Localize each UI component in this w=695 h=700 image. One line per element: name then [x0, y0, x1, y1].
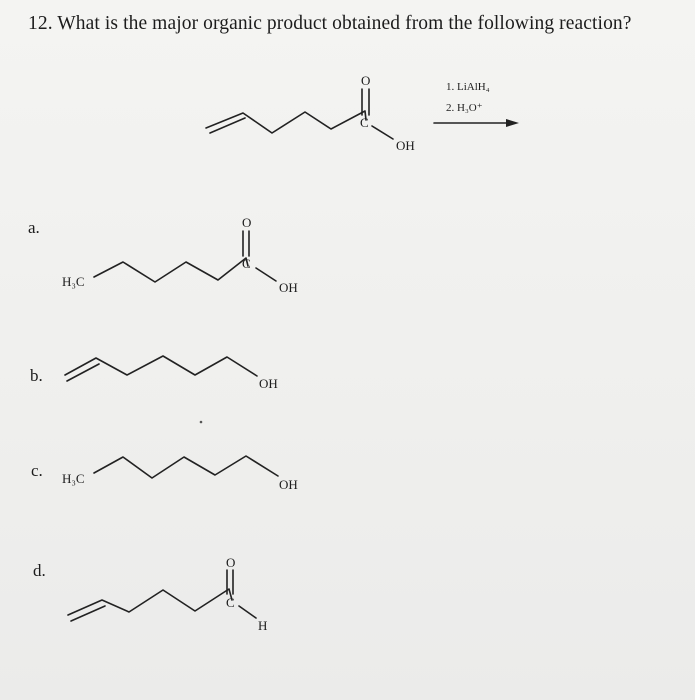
option-b-double-bond	[67, 364, 99, 381]
option-c-chain	[94, 456, 278, 478]
arrow-head-icon	[506, 119, 519, 127]
option-a-carbonyl-o: O	[242, 215, 252, 230]
reactant-oh: OH	[396, 138, 415, 153]
reactant-carbon: C	[360, 115, 369, 130]
option-c-methyl: H₃C	[62, 471, 85, 486]
reagent-step-1: 1. LiAlH₄	[446, 81, 490, 93]
option-b-oh: OH	[259, 376, 278, 391]
option-c-oh: OH	[279, 477, 298, 492]
option-a-oh: OH	[279, 280, 298, 295]
reagent-step-2: 2. H₃O⁺	[446, 102, 483, 114]
option-d-h-bond	[239, 606, 256, 618]
paper-speck	[200, 421, 203, 424]
option-a-structure[interactable]	[62, 215, 298, 295]
option-d-letter[interactable]: d.	[33, 561, 46, 580]
option-a-methyl: H₃C	[62, 274, 85, 289]
option-a-chain	[94, 258, 248, 282]
question-text: 12. What is the major organic product obtained from the following reaction?	[28, 13, 632, 34]
reactant-oh-bond	[372, 126, 393, 139]
reactant-carbonyl-o: O	[361, 73, 371, 88]
option-d-structure[interactable]	[68, 555, 267, 633]
option-a-letter[interactable]: a.	[28, 218, 40, 237]
reactant-chain	[206, 111, 366, 133]
option-b-letter[interactable]: b.	[30, 366, 43, 385]
option-c-letter[interactable]: c.	[31, 461, 43, 480]
option-d-carbonyl-o: O	[226, 555, 236, 570]
reaction-arrow-group	[434, 81, 519, 127]
option-a-carbon: C	[242, 256, 251, 271]
option-d-h: H	[258, 618, 268, 633]
option-b-structure[interactable]	[65, 356, 278, 391]
option-d-double-bond	[71, 606, 105, 621]
option-a-oh-bond	[256, 268, 276, 281]
option-c-structure[interactable]	[62, 456, 298, 492]
reactant-double-bond	[210, 118, 245, 133]
option-d-carbon: C	[226, 595, 235, 610]
reactant-structure	[206, 73, 415, 153]
